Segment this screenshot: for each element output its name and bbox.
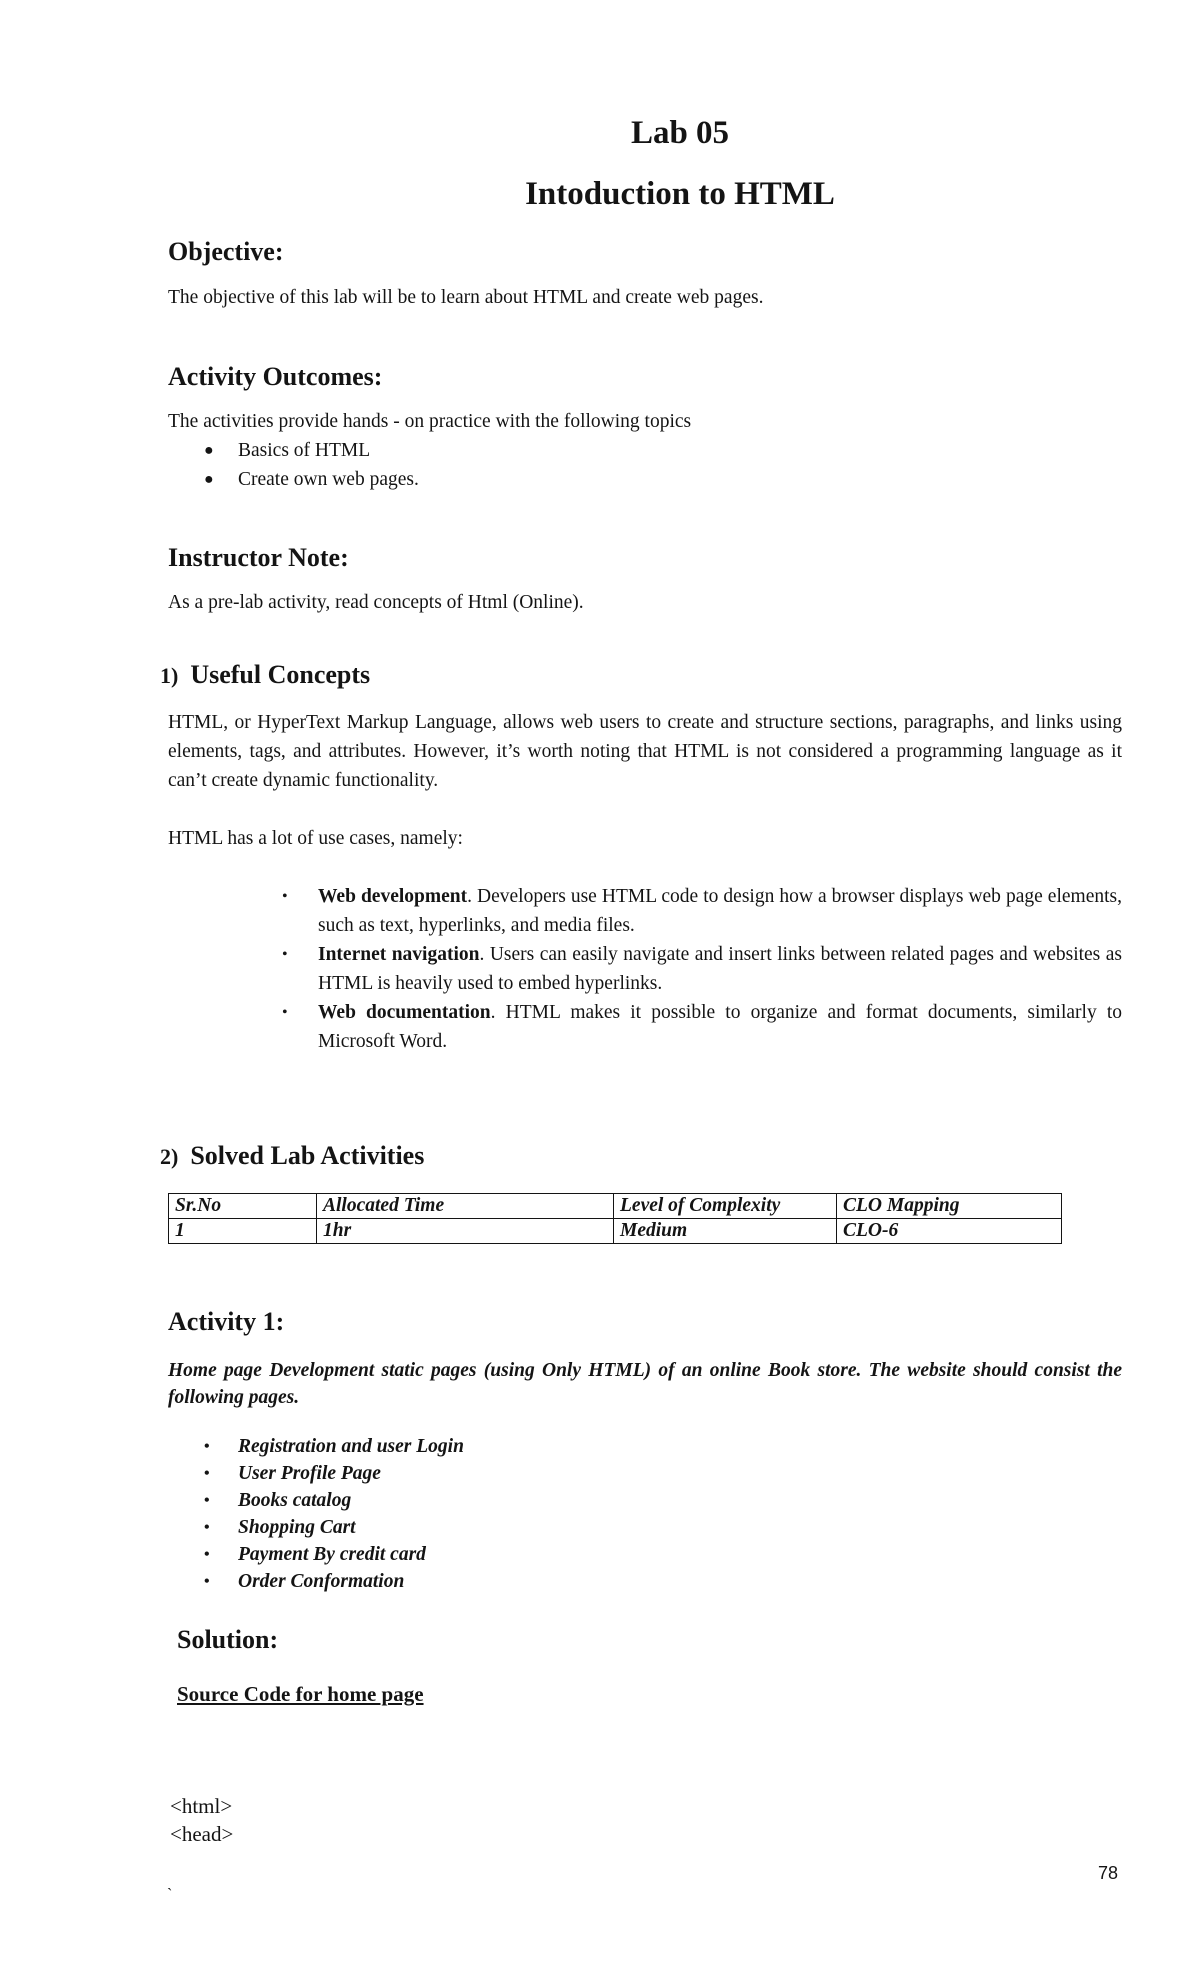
- bullet-icon: •: [204, 1573, 210, 1590]
- table-header-cell: Allocated Time: [317, 1194, 614, 1219]
- instructor-note-heading: Instructor Note:: [168, 543, 349, 572]
- activity1-heading: Activity 1:: [168, 1307, 285, 1336]
- section-number: 2): [160, 1144, 179, 1169]
- list-item: • Books catalog: [238, 1487, 464, 1514]
- activity-outcomes-heading: Activity Outcomes:: [168, 362, 383, 391]
- objective-text: The objective of this lab will be to learn about HTML and create web pages.: [168, 287, 764, 308]
- table-header-cell: Sr.No: [169, 1194, 317, 1219]
- solution-heading: Solution:: [177, 1625, 279, 1654]
- bullet-icon: •: [282, 1004, 288, 1021]
- objective-heading: Objective:: [168, 237, 284, 266]
- instructor-note-text: As a pre-lab activity, read concepts of Html (Online).: [168, 592, 584, 613]
- use-cases-intro: HTML has a lot of use cases, namely:: [168, 828, 463, 849]
- list-item: • Web development. Developers use HTML code to design how a browser displays web page elements, such as text, hyperlinks, and media files.: [318, 882, 1122, 940]
- activity1-description: Home page Development static pages (using Only HTML) of an online Book store. The website should consist the following pages.: [168, 1360, 1122, 1408]
- code-line: <head>: [170, 1822, 234, 1846]
- table-header-cell: CLO Mapping: [837, 1194, 1062, 1219]
- code-line: <html>: [170, 1794, 233, 1818]
- section-title: Solved Lab Activities: [190, 1141, 425, 1170]
- table-header-row: [169, 1194, 1062, 1219]
- activity-outcomes-list: [204, 436, 419, 494]
- source-code-heading: Source Code for home page: [177, 1682, 424, 1706]
- lab-title: Lab 05: [630, 115, 730, 151]
- table-header-cell: Level of Complexity: [614, 1194, 837, 1219]
- section-number: 1): [160, 663, 179, 688]
- bullet-icon: •: [282, 946, 288, 963]
- page-number: 78: [1098, 1863, 1119, 1883]
- solved-activities-heading: [160, 1141, 424, 1171]
- list-item: • Order Conformation: [238, 1568, 464, 1595]
- bullet-icon: •: [204, 1546, 210, 1563]
- bullet-icon: ●: [204, 442, 214, 459]
- bullet-icon: •: [282, 888, 288, 905]
- bullet-icon: •: [204, 1438, 210, 1455]
- bullet-icon: •: [204, 1519, 210, 1536]
- useful-concepts-paragraph: HTML, or HyperText Markup Language, allows web users to create and structure sections, paragraphs, and links using elements, tags, and attributes. However, it’s worth noting that HTML is not considered a programming language as it can’t create dynamic functionality.: [168, 712, 1122, 791]
- lab-subtitle: Intoduction to HTML: [525, 176, 835, 212]
- stray-mark: `: [167, 1886, 173, 1903]
- list-item: • Web documentation. HTML makes it possible to organize and format documents, similarly to Microsoft Word.: [318, 998, 1122, 1056]
- activity1-pages-list: [204, 1433, 464, 1595]
- bullet-icon: ●: [204, 471, 214, 488]
- useful-concepts-heading: [160, 660, 370, 690]
- bullet-icon: •: [204, 1492, 210, 1509]
- table-cell: 1hr: [317, 1219, 614, 1244]
- activity-info-table: [168, 1193, 1062, 1244]
- list-item: • Internet navigation. Users can easily navigate and insert links between related pages and websites as HTML is heavily used to embed hyperlinks.: [318, 940, 1122, 998]
- list-item: • User Profile Page: [238, 1460, 464, 1487]
- table-cell: 1: [169, 1219, 317, 1244]
- list-item: ● Basics of HTML: [238, 436, 419, 465]
- table-cell: Medium: [614, 1219, 837, 1244]
- list-item: • Payment By credit card: [238, 1541, 464, 1568]
- table-row: [169, 1219, 1062, 1244]
- list-item: • Shopping Cart: [238, 1514, 464, 1541]
- list-item: • Registration and user Login: [238, 1433, 464, 1460]
- use-cases-list: [282, 882, 1122, 1056]
- list-item: ● Create own web pages.: [238, 465, 419, 494]
- activity-outcomes-intro: The activities provide hands - on practice with the following topics: [168, 411, 692, 432]
- section-title: Useful Concepts: [190, 660, 371, 689]
- bullet-icon: •: [204, 1465, 210, 1482]
- table-cell: CLO-6: [837, 1219, 1062, 1244]
